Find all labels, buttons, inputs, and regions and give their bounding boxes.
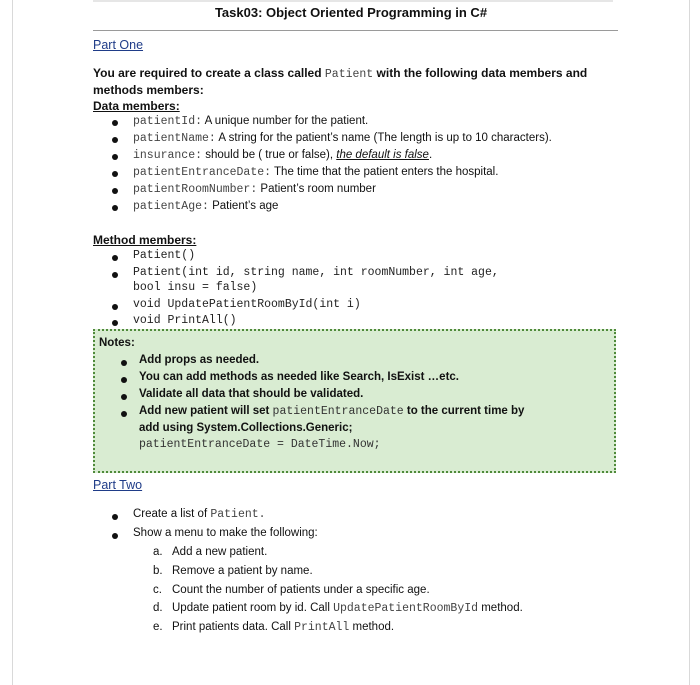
note-item-validate: Validate all data that should be validated.	[139, 388, 364, 400]
menu-item-update: Update patient room by id. Call UpdatePatientRoomById method.	[172, 602, 523, 615]
bullet	[112, 533, 118, 539]
bullet	[121, 394, 127, 400]
menu-letter-d: d.	[153, 602, 163, 614]
document-title: Task03: Object Oriented Programming in C#	[214, 5, 488, 20]
bullet	[121, 411, 127, 417]
note-item-entrance-date: Add new patient will set patientEntranceDate to the current time by	[139, 405, 525, 418]
notes-heading: Notes:	[99, 337, 135, 349]
data-member-age: patientAge: Patient’s age	[133, 200, 279, 213]
bullet	[112, 120, 118, 126]
bullet	[112, 272, 118, 278]
menu-item-remove: Remove a patient by name.	[172, 565, 313, 577]
bullet	[112, 320, 118, 326]
menu-item-add: Add a new patient.	[172, 546, 268, 558]
method-update-room: void UpdatePatientRoomById(int i)	[133, 298, 361, 311]
part-two-create-list: Create a list of Patient.	[133, 508, 266, 521]
note-item-methods: You can add methods as needed like Search, IsExist …etc.	[139, 371, 459, 383]
title-rule	[93, 30, 618, 31]
bullet	[112, 137, 118, 143]
data-members-heading: Data members:	[93, 99, 180, 113]
top-divider	[93, 0, 613, 2]
data-member-room-number: patientRoomNumber: Patient’s room number	[133, 183, 376, 196]
menu-letter-c: c.	[153, 584, 162, 596]
part-two-heading: Part Two	[93, 478, 143, 492]
bullet	[112, 255, 118, 261]
document-page	[12, 0, 690, 685]
menu-item-print: Print patients data. Call PrintAll method.	[172, 621, 395, 634]
intro-line-1: You are required to create a class called Patient with the following data members and	[93, 66, 588, 81]
bullet	[121, 377, 127, 383]
part-two-show-menu: Show a menu to make the following:	[133, 527, 318, 539]
menu-item-count: Count the number of patients under a specific age.	[172, 584, 430, 596]
intro-line-2: methods members:	[93, 83, 204, 97]
data-member-patient-id: patientId: A unique number for the patient.	[133, 115, 369, 128]
bullet	[112, 188, 118, 194]
bullet	[121, 360, 127, 366]
bullet	[112, 205, 118, 211]
bullet	[112, 154, 118, 160]
bullet	[112, 514, 118, 520]
menu-letter-e: e.	[153, 621, 163, 633]
menu-letter-b: b.	[153, 565, 163, 577]
note-item-code-line: patientEntranceDate = DateTime.Now;	[139, 438, 381, 451]
menu-letter-a: a.	[153, 546, 163, 558]
method-constructor-params: Patient(int id, string name, int roomNumber, int age,	[133, 266, 499, 279]
data-member-insurance: insurance: should be ( true or false), the default is false.	[133, 149, 433, 162]
bullet	[112, 171, 118, 177]
note-item-props: Add props as needed.	[139, 354, 260, 366]
data-member-entrance-date: patientEntranceDate: The time that the patient enters the hospital.	[133, 166, 499, 179]
method-constructor-params-cont: bool insu = false)	[133, 281, 258, 294]
part-one-heading: Part One	[93, 38, 144, 52]
bullet	[112, 304, 118, 310]
data-member-patient-name: patientName: A string for the patient’s name (The length is up to 10 characters).	[133, 132, 552, 145]
method-members-heading: Method members:	[93, 233, 197, 247]
notes-box	[93, 329, 616, 473]
method-constructor-default: Patient()	[133, 249, 196, 262]
method-print-all: void PrintAll()	[133, 314, 237, 327]
note-item-using-line: add using System.Collections.Generic;	[139, 422, 353, 434]
